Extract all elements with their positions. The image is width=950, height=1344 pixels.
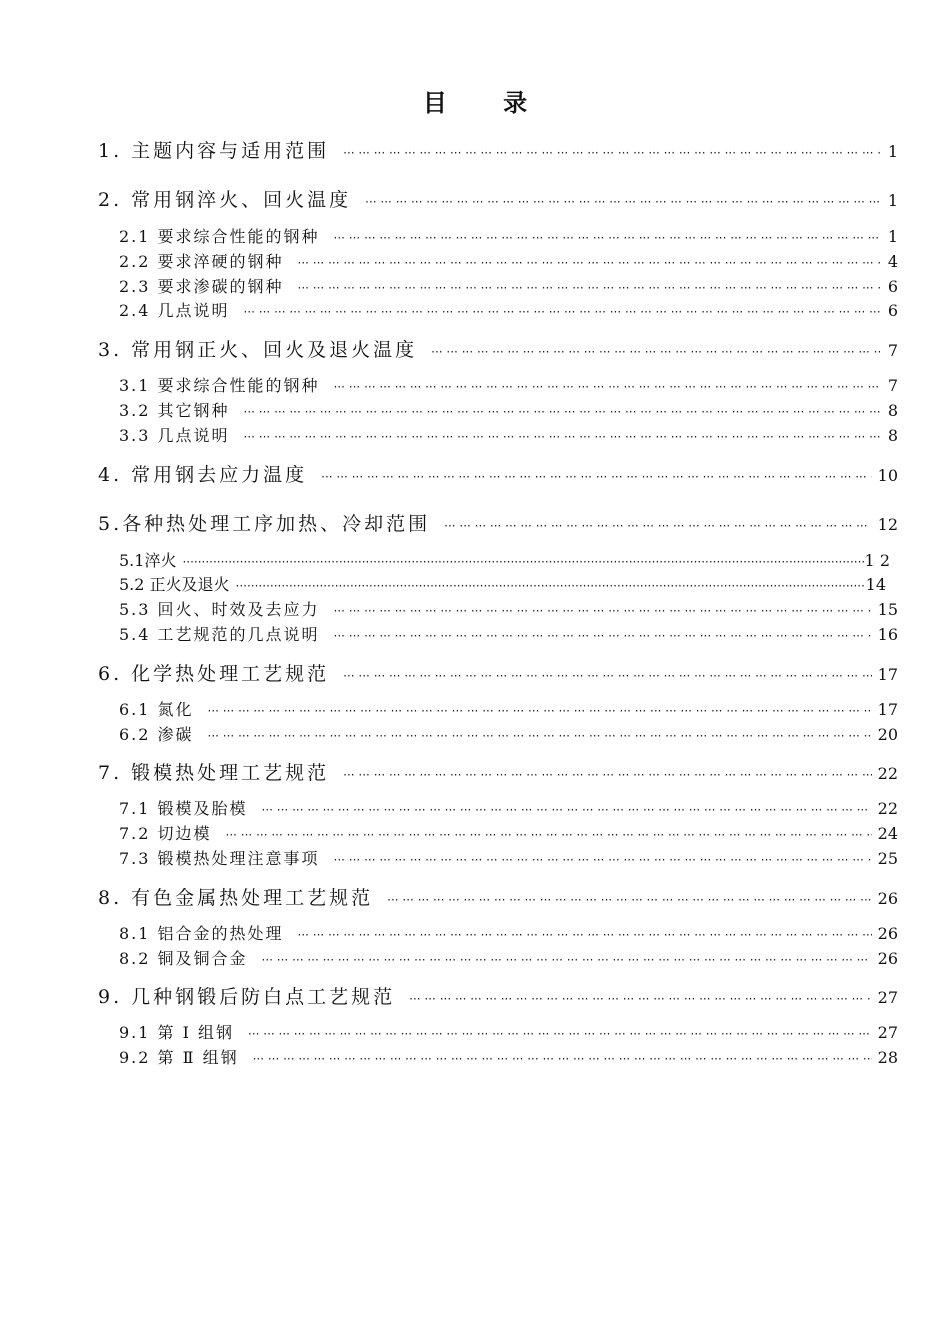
toc-entry-page: 7 (887, 341, 898, 360)
toc-entry-2-4[interactable] (119, 300, 898, 322)
toc-entry-7[interactable] (98, 759, 898, 787)
dot-leader (387, 894, 871, 906)
toc-entry-page: 6 (887, 301, 898, 320)
toc-entry-page: 8 (887, 426, 898, 445)
toc-entry-page: 22 (877, 764, 898, 783)
dot-leader (253, 1053, 872, 1065)
dot-leader (298, 257, 882, 269)
toc-entry-6-2[interactable] (119, 724, 898, 746)
toc-entry-page: 10 (877, 466, 898, 485)
toc-entry-2[interactable] (98, 186, 898, 214)
toc-entry-page: 1 2 (864, 551, 890, 570)
toc-entry-label: 8.2 铜及铜合金 (119, 949, 248, 968)
toc-entry-page: 26 (877, 949, 898, 968)
toc-entry-page: 12 (877, 515, 898, 534)
toc-entry-label: 5.3 回火、时效及去应力 (119, 600, 320, 619)
toc-entry-page: 24 (877, 824, 898, 843)
toc-entry-3-2[interactable] (119, 400, 898, 422)
toc-entry-page: 27 (877, 1023, 898, 1042)
toc-entry-label: 5.2 正火及退火 (119, 575, 230, 594)
toc-entry-5-1[interactable] (119, 550, 898, 572)
toc-entry-page: 1 (887, 142, 898, 161)
dot-leader (334, 630, 872, 642)
toc-entry-page: 6 (887, 277, 898, 296)
dot-leader (334, 605, 872, 617)
toc-entry-label: 2.2 要求淬硬的钢种 (119, 252, 284, 271)
toc-entry-label: 4. 常用钢去应力温度 (98, 464, 308, 486)
toc-entry-9-2[interactable] (119, 1047, 898, 1069)
dot-leader (365, 196, 882, 208)
toc-entry-page: 26 (877, 924, 898, 943)
toc-entry-label: 2.1 要求综合性能的钢种 (119, 227, 320, 246)
dot-leader (262, 954, 872, 966)
toc-entry-page: 4 (887, 252, 898, 271)
toc-entry-8-2[interactable] (119, 948, 898, 970)
toc-entry-label: 7.2 切边模 (119, 824, 212, 843)
dot-leader (226, 829, 872, 841)
toc-entry-5[interactable] (98, 510, 898, 538)
toc-entry-label: 5.4 工艺规范的几点说明 (119, 625, 320, 644)
toc-entry-label: 2. 常用钢淬火、回火温度 (98, 189, 352, 211)
toc-entry-page: 1 (887, 227, 898, 246)
toc-entry-label: 6. 化学热处理工艺规范 (98, 663, 330, 685)
toc-entry-label: 5.各种热处理工序加热、冷却范围 (98, 513, 431, 535)
dot-leader (244, 406, 882, 418)
toc-entry-label: 3. 常用钢正火、回火及退火温度 (98, 339, 418, 361)
toc-entry-label: 9.2 第 Ⅱ 组钢 (119, 1048, 239, 1067)
toc-entry-9[interactable] (98, 983, 898, 1011)
toc-entry-label: 3.2 其它钢种 (119, 401, 230, 420)
dot-leader (444, 520, 872, 532)
toc-entry-label: 7.3 锻模热处理注意事项 (119, 849, 320, 868)
toc-entry-3-3[interactable] (119, 425, 898, 447)
toc-entry-4[interactable] (98, 461, 898, 489)
dot-leader (409, 993, 871, 1005)
toc-entry-page: 25 (877, 849, 898, 868)
toc-entry-page: 15 (877, 600, 898, 619)
toc-entry-label: 1. 主题内容与适用范围 (98, 140, 330, 162)
toc-entry-6[interactable] (98, 660, 898, 688)
toc-title: 目 录 (422, 88, 552, 117)
toc-entry-label: 3.1 要求综合性能的钢种 (119, 376, 320, 395)
dot-leader (298, 282, 882, 294)
toc-entry-page: 8 (887, 401, 898, 420)
dot-leader (343, 769, 871, 781)
toc-entry-8-1[interactable] (119, 923, 898, 945)
dot-leader (334, 232, 882, 244)
dot-leader (298, 929, 872, 941)
toc-entry-label: 2.4 几点说明 (119, 301, 230, 320)
toc-entry-8[interactable] (98, 884, 898, 912)
toc-entry-label: 3.3 几点说明 (119, 426, 230, 445)
toc-entry-label: 6.2 渗碳 (119, 725, 194, 744)
toc-entry-2-1[interactable] (119, 226, 898, 248)
toc-entry-label: 7. 锻模热处理工艺规范 (98, 762, 330, 784)
toc-entry-label: 5.1淬火 (119, 551, 177, 570)
toc-entry-5-3[interactable] (119, 599, 898, 621)
toc-entry-3[interactable] (98, 336, 898, 364)
toc-entry-5-4[interactable] (119, 624, 898, 646)
toc-entry-7-2[interactable] (119, 823, 898, 845)
dot-leader (334, 854, 872, 866)
dot-leader (343, 147, 882, 159)
dot-leader (236, 580, 866, 592)
toc-entry-page: 27 (877, 988, 898, 1007)
toc-entry-2-3[interactable] (119, 276, 898, 298)
toc-entry-label: 8. 有色金属热处理工艺规范 (98, 887, 374, 909)
toc-entry-3-1[interactable] (119, 375, 898, 397)
dot-leader (334, 381, 882, 393)
toc-entry-label: 7.1 锻模及胎模 (119, 799, 248, 818)
dot-leader (431, 346, 882, 358)
toc-entry-2-2[interactable] (119, 251, 898, 273)
toc-entry-page: 22 (877, 799, 898, 818)
dot-leader (208, 730, 872, 742)
toc-entry-page: 20 (877, 725, 898, 744)
toc-entry-5-2[interactable] (119, 574, 898, 596)
dot-leader (182, 556, 864, 568)
toc-entry-9-1[interactable] (119, 1022, 898, 1044)
toc-entry-page: 17 (877, 700, 898, 719)
toc-entry-page: 28 (877, 1048, 898, 1067)
toc-entry-label: 9.1 第 Ⅰ 组钢 (119, 1023, 235, 1042)
dot-leader (248, 1028, 872, 1040)
toc-entry-page: 7 (887, 376, 898, 395)
dot-leader (244, 306, 882, 318)
toc-entry-1[interactable] (98, 137, 898, 165)
toc-entry-page: 26 (877, 889, 898, 908)
toc-entry-label: 8.1 铝合金的热处理 (119, 924, 284, 943)
dot-leader (244, 431, 882, 443)
toc-entry-7-1[interactable] (119, 798, 898, 820)
toc-entry-page: 1 (887, 191, 898, 210)
toc-entry-page: 17 (877, 665, 898, 684)
toc-entry-label: 9. 几种钢锻后防白点工艺规范 (98, 986, 396, 1008)
toc-entry-page: 16 (877, 625, 898, 644)
dot-leader (208, 705, 872, 717)
toc-entry-label: 6.1 氮化 (119, 700, 194, 719)
dot-leader (343, 670, 871, 682)
toc-entry-page: 14 (865, 575, 886, 594)
toc-entry-label: 2.3 要求渗碳的钢种 (119, 277, 284, 296)
dot-leader (321, 471, 871, 483)
toc-entry-7-3[interactable] (119, 848, 898, 870)
toc-entry-6-1[interactable] (119, 699, 898, 721)
dot-leader (262, 804, 872, 816)
